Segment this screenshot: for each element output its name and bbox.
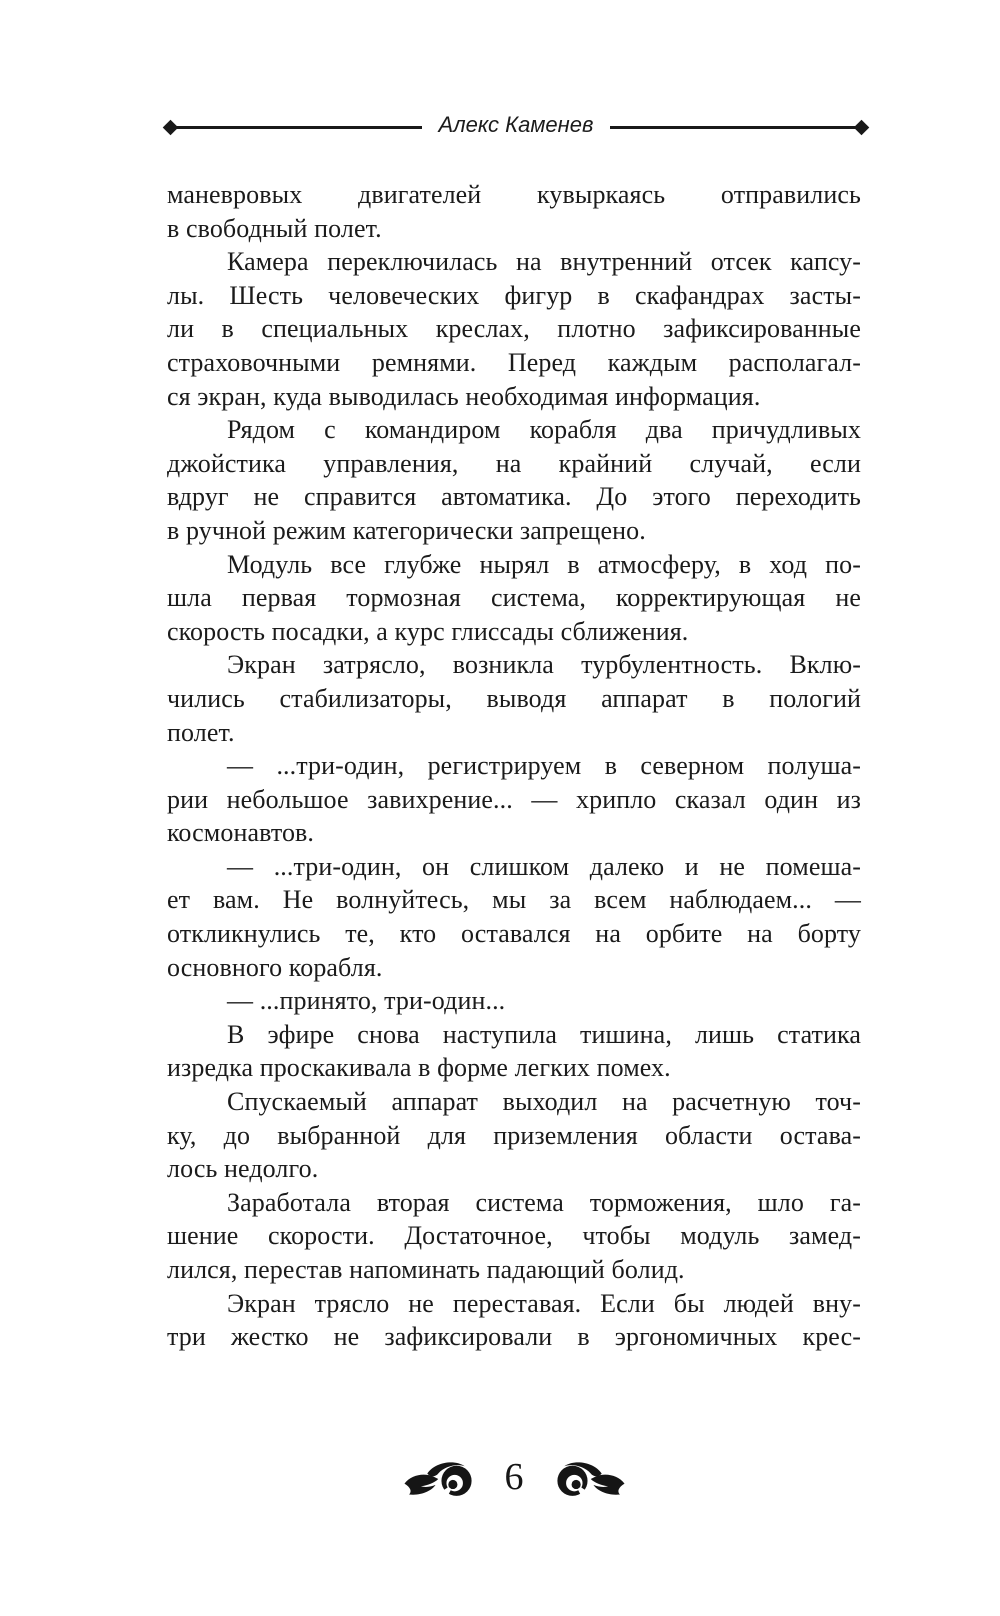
running-head: [165, 110, 867, 144]
text-line: вдруг не справится автоматика. До этого переходить: [167, 482, 861, 512]
text-line: — ...принято, три-один...: [227, 986, 506, 1016]
text-line: В эфире снова наступила тишина, лишь статика: [227, 1019, 861, 1049]
text-line: шла первая тормозная система, корректирующая не: [167, 583, 861, 613]
text-line: джойстика управления, на крайний случай, если: [167, 448, 861, 478]
text-line: скорость посадки, а курс глиссады сближения.: [167, 616, 689, 646]
text-line: — ...три-один, регистрируем в северном полуша-: [227, 751, 861, 781]
text-line: рии небольшое завихрение... — хрипло сказал один из: [167, 784, 861, 814]
text-line: маневровых двигателей кувыркаясь отправились: [167, 180, 861, 209]
text-line: Модуль все глубже нырял в атмосферу, в ход по-: [227, 549, 861, 579]
text-line: страховочными ремнями. Перед каждым располагал-: [167, 347, 861, 377]
swash-left-icon: [400, 1458, 482, 1500]
text-line: лился, перестав напоминать падающий болид.: [167, 1255, 685, 1284]
text-block: [167, 178, 861, 1354]
text-line: откликнулись те, кто оставался на орбите на борту: [167, 919, 861, 949]
text-line: ли в специальных креслах, плотно зафиксированные: [167, 314, 861, 344]
page-number: 6: [504, 1456, 524, 1498]
text-line: три жестко не зафиксировали в эргономичных крес-: [167, 1322, 861, 1352]
text-line: ку, до выбранной для приземления области остава-: [167, 1120, 861, 1150]
text-line: в ручной режим категорически запрещено.: [167, 515, 646, 545]
text-line: основного корабля.: [167, 952, 383, 982]
diamond-icon: [854, 119, 870, 135]
diamond-icon: [163, 119, 179, 135]
text-line: Рядом с командиром корабля два причудливых: [227, 415, 861, 445]
text-line: Экран затрясло, возникла турбулентность. Вклю-: [227, 650, 861, 680]
text-line: ся экран, куда выводилась необходимая информация.: [167, 381, 761, 411]
author-name: Алекс Каменев: [438, 112, 594, 137]
text-line: космонавтов.: [167, 818, 315, 848]
text-line: Камера переключилась на внутренний отсек капсу-: [227, 247, 861, 277]
swash-right-icon: [547, 1458, 629, 1500]
header-rule-left: [172, 126, 422, 129]
text-line: лось недолго.: [167, 1154, 319, 1184]
page-footer: [167, 1456, 861, 1502]
text-line: Заработала вторая система торможения, шло га-: [227, 1187, 861, 1217]
text-line: шение скорости. Достаточное, чтобы модуль замед-: [167, 1221, 861, 1251]
text-line: изредка проскакивала в форме легких помех.: [167, 1053, 671, 1083]
text-line: Спускаемый аппарат выходил на расчетную точ-: [227, 1087, 861, 1117]
text-line: в свободный полет.: [167, 213, 382, 243]
text-line: полет.: [167, 717, 235, 747]
text-line: Экран трясло не переставая. Если бы людей вну-: [227, 1288, 861, 1318]
text-line: ет вам. Не волнуйтесь, мы за всем наблюдаем... —: [167, 885, 861, 915]
header-rule-right: [610, 126, 860, 129]
text-line: — ...три-один, он слишком далеко и не помеша-: [227, 851, 861, 881]
text-line: лы. Шесть человеческих фигур в скафандрах засты-: [167, 280, 861, 310]
text-line: чились стабилизаторы, выводя аппарат в пологий: [167, 683, 861, 713]
